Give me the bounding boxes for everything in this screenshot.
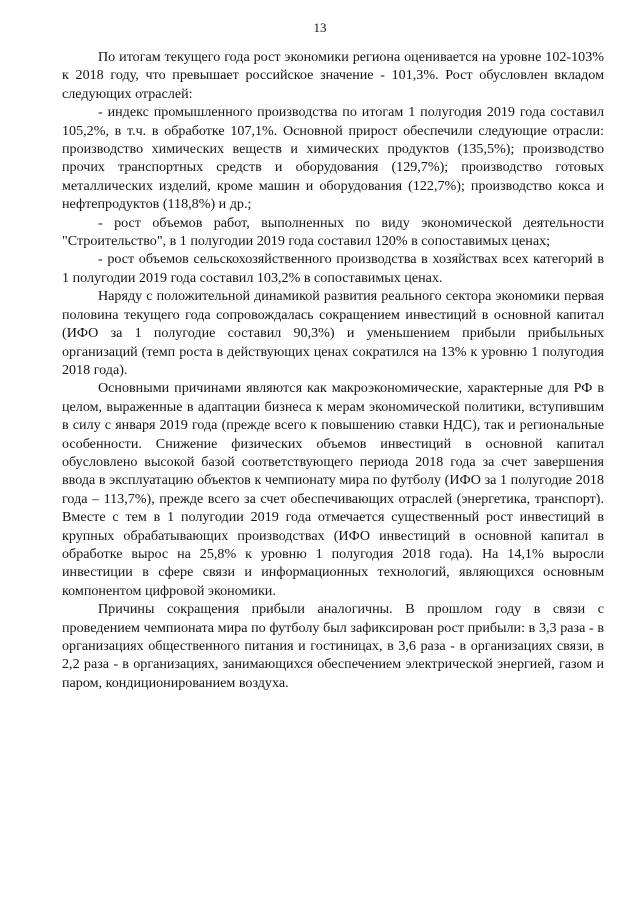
paragraph-profit-reasons: Причины сокращения прибыли аналогичны. В прошлом году в связи с проведением чемпионата мира по футболу был зафиксирован рост прибыли: в 3,3 раза - в организациях общественного питания и гостиницах, в 3,6 раза - в организациях связи, в 2,2 раза - в организациях, занимающихся обеспечением электрической энергией, газом и паром, кондиционированием воздуха. xyxy=(62,601,604,691)
list-item-construction: - рост объемов работ, выполненных по виду экономической деятельности "Строительство", в 1 полугодии 2019 года составил 120% в сопоставимых ценах; xyxy=(62,214,604,250)
list-item-agriculture: - рост объемов сельскохозяйственного производства в хозяйствах всех категорий в 1 полугодии 2019 года составил 103,2% в сопоставимых ценах. xyxy=(62,251,604,286)
paragraph-regional-growth: По итогам текущего года рост экономики региона оценивается на уровне 102-103% к 2018 году, что превышает российское значение - 101,3%. Рост обусловлен вкладом следующих отраслей: xyxy=(62,49,604,102)
list-item-industrial-production: - индекс промышленного производства по итогам 1 полугодия 2019 года составил 105,2%, в т.ч. в обработке 107,1%. Основной прирост обеспечили следующие отрасли: производство химических веществ и химических продуктов (135,5%); производство прочих транспортных средств и оборудования (129,7%); производство готовых металлических изделий, кроме машин и оборудования (122,7%); производство кокса и нефтепродуктов (118,8%) и др.; xyxy=(62,104,604,213)
page-number: 13 xyxy=(313,20,327,35)
paragraph-main-reasons: Основными причинами являются как макроэкономические, характерные для РФ в целом, выраженные в адаптации бизнеса к мерам экономической политики, вступившим в силу с января 2019 года (прежде всего к повышению ставки НДС), так и региональные особенности. Снижение физических объемов инвестиций в основной капитал обусловлено высокой базой соответствующего периода 2018 года за счет завершения ввода в эксплуатацию объектов к чемпионату мира по футболу (ИФО за 1 полугодие 2018 года – 113,7%), прежде всего за счет обеспечивающих отраслей (энергетика, транспорт). Вместе с тем в 1 полугодии 2019 года отмечается существенный рост инвестиций в крупных обрабатывающих производствах (ИФО инвестиций в основной капитал в обработке вырос на 25,8% к уровню 1 полугодия 2018 года). На 14,1% выросли инвестиции в сфере связи и информационных технологий, являющихся основным компонентом цифровой экономики. xyxy=(62,380,604,599)
body-text xyxy=(62,48,604,692)
paragraph-investment-decline: Наряду с положительной динамикой развития реального сектора экономики первая половина текущего года сопровождалась сокращением инвестиций в основной капитал (ИФО за 1 полугодие составил 90,3%) и уменьшением прибыли прибыльных организаций (темп роста в действующих ценах сократился на 13% к уровню 1 полугодия 2018 года). xyxy=(62,288,604,378)
